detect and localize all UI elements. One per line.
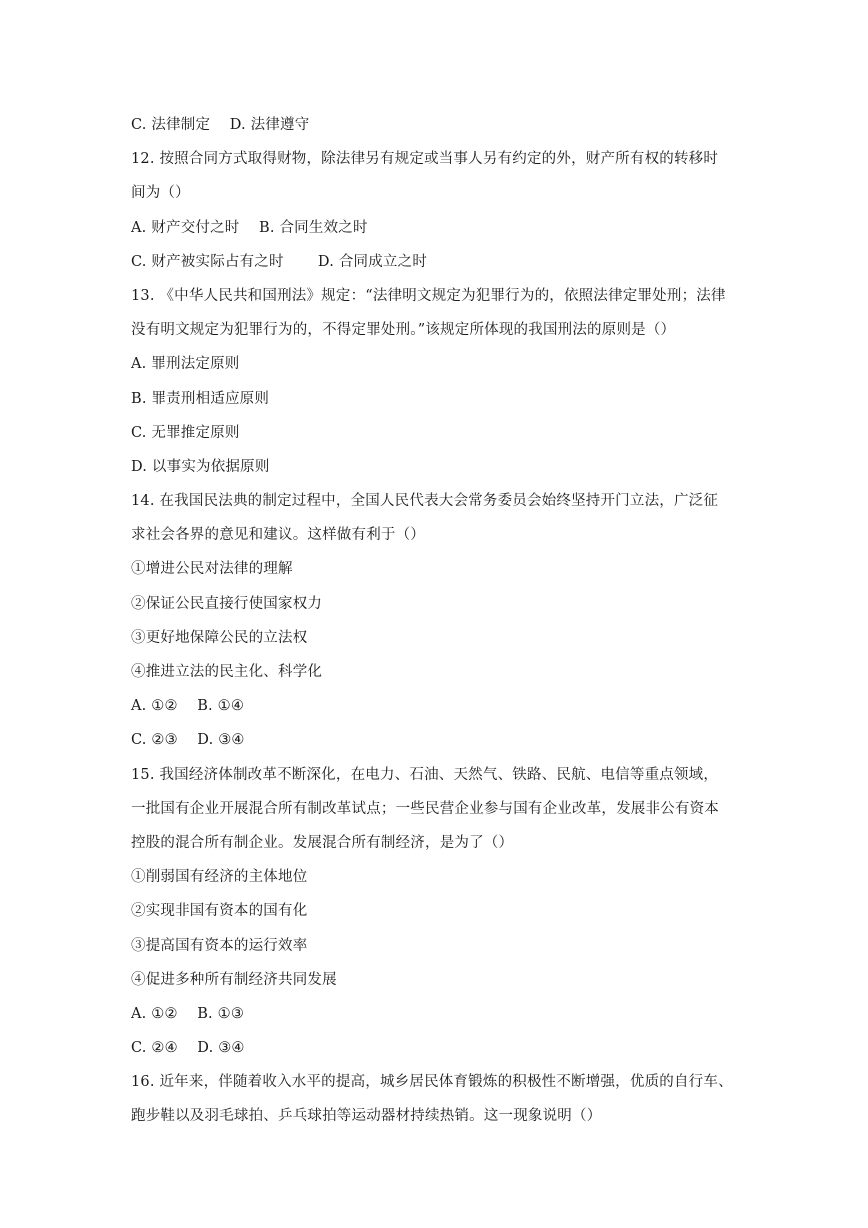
- question-12-options-cd: C. 财产被实际占有之时 D. 合同成立之时: [131, 253, 428, 270]
- question-14-stem: 14. 在我国民法典的制定过程中，全国人民代表大会常务委员会始终坚持开门立法，广泛征: [131, 493, 719, 510]
- question-13-option-c: C. 无罪推定原则: [131, 424, 240, 441]
- question-16-stem: 16. 近年来，伴随着收入水平的提高，城乡居民体育锻炼的积极性不断增强，优质的自行车、: [131, 1074, 733, 1091]
- question-12-stem-cont: 间为（）: [131, 185, 190, 202]
- question-15-statement-2: ②实现非国有资本的国有化: [131, 903, 308, 920]
- question-14-options-ab: A. ①② B. ①④: [131, 698, 245, 715]
- question-15-stem: 15. 我国经济体制改革不断深化，在电力、石油、天然气、铁路、民航、电信等重点领域，: [131, 766, 719, 783]
- question-15-stem-cont-2: 控股的混合所有制企业。发展混合所有制经济，是为了（）: [131, 834, 514, 851]
- question-14-options-cd: C. ②③ D. ③④: [131, 732, 245, 749]
- question-15-statement-4: ④促进多种所有制经济共同发展: [131, 971, 337, 988]
- question-14-statement-3: ③更好地保障公民的立法权: [131, 629, 308, 646]
- question-12-options-ab: A. 财产交付之时 B. 合同生效之时: [131, 219, 368, 236]
- question-13-option-a: A. 罪刑法定原则: [131, 356, 240, 373]
- question-13-stem: 13. 《中华人民共和国刑法》规定：“法律明文规定为犯罪行为的，依照法律定罪处刑；法律: [131, 287, 726, 304]
- question-12-stem: 12. 按照合同方式取得财物，除法律另有规定或当事人另有约定的外，财产所有权的转移时: [131, 151, 719, 168]
- question-14-statement-1: ①增进公民对法律的理解: [131, 561, 293, 578]
- question-14-stem-cont: 求社会各界的意见和建议。这样做有利于（）: [131, 527, 425, 544]
- question-13-option-d: D. 以事实为依据原则: [131, 458, 270, 475]
- question-15-options-ab: A. ①② B. ①③: [131, 1005, 245, 1022]
- question-16-stem-cont: 跑步鞋以及羽毛球拍、乒乓球拍等运动器材持续热销。这一现象说明（）: [131, 1108, 602, 1125]
- question-15-statement-1: ①削弱国有经济的主体地位: [131, 869, 308, 886]
- question-13-option-b: B. 罪责刑相适应原则: [131, 390, 270, 407]
- question-15-options-cd: C. ②④ D. ③④: [131, 1040, 245, 1057]
- document-page: [131, 108, 751, 1134]
- question-13-stem-cont: 没有明文规定为犯罪行为的，不得定罪处刑。”该规定所体现的我国刑法的原则是（）: [131, 322, 676, 339]
- question-14-statement-2: ②保证公民直接行使国家权力: [131, 595, 323, 612]
- text-line: C. 法律制定 D. 法律遵守: [131, 117, 310, 133]
- question-15-statement-3: ③提高国有资本的运行效率: [131, 937, 308, 954]
- question-14-statement-4: ④推进立法的民主化、科学化: [131, 664, 323, 680]
- question-15-stem-cont-1: 一批国有企业开展混合所有制改革试点；一些民营企业参与国有企业改革，发展非公有资本: [131, 800, 719, 817]
